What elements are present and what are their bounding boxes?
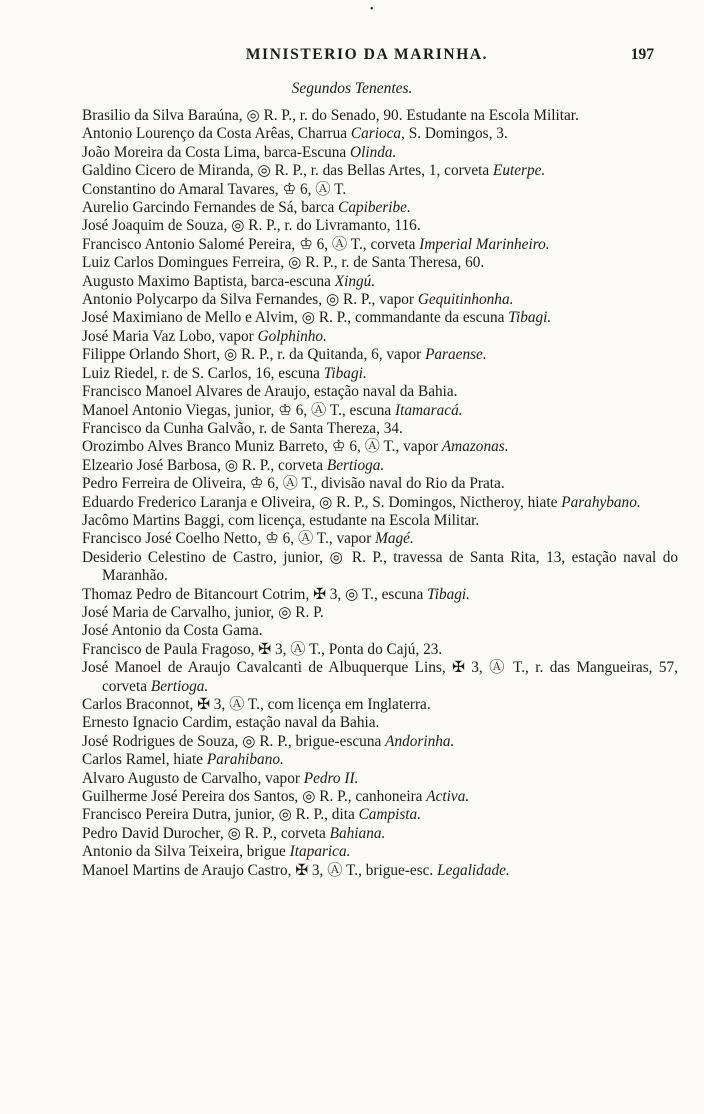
entry-text: José Antonio da Costa Gama. [82,622,263,640]
header-title: MINISTERIO DA MARINHA. [245,46,489,63]
vessel-name: Olinda. [350,143,397,161]
list-item [82,862,678,880]
list-item [82,494,678,512]
list-item [82,328,678,346]
entry-text: Francisco Pereira Dutra, junior, ◎ R. P., dita [82,806,359,824]
entry-text: Francisco da Cunha Galvão, r. de Santa Thereza, 34. [82,419,403,437]
entry-text: Constantino do Amaral Tavares, ♔ 6, Ⓐ T. [82,180,347,198]
vessel-name: Carioca [350,125,402,143]
vessel-name: Tibagi. [323,364,367,382]
entry-text: Guilherme José Pereira dos Santos, ◎ R. P., canhoneira [82,788,427,806]
list-item [82,162,678,180]
list-item [82,144,678,162]
entry-text: Carlos Braconnot, ✠ 3, Ⓐ T., com licença em Inglaterra. [82,696,431,713]
list-item [82,549,678,586]
list-item [82,751,678,769]
entry-text: José Joaquim de Souza, ◎ R. P., r. do Livramanto, 116. [82,217,421,235]
list-item [82,586,678,604]
vessel-name: Activa. [426,788,470,806]
entry-text: José Maximiano de Mello e Alvim, ◎ R. P., commandante da escuna [82,309,509,327]
list-item [82,770,678,788]
vessel-name: Bahiana. [329,824,386,842]
list-item [82,438,678,456]
entry-text: Jacômo Martins Baggi, com licença, estudante na Escola Militar. [82,511,480,529]
vessel-name: Magé. [375,530,414,548]
entry-text: Francisco José Coelho Netto, ♔ 6, Ⓐ T., vapor [82,530,376,548]
list-item [82,107,678,125]
list-item [82,125,678,143]
list-item [82,806,678,824]
vessel-name: Pedro II. [303,769,359,787]
vessel-name: Amazonas. [441,438,509,456]
vessel-name: Legalidade. [437,861,510,879]
list-item [82,254,678,272]
list-item [82,843,678,861]
vessel-name: Gequitinhonha. [417,291,514,309]
entry-text: Antonio da Silva Teixeira, brigue [82,843,290,861]
list-item [82,273,678,291]
entry-text: Francisco Antonio Salomé Pereira, ♔ 6, Ⓐ T., corveta [82,235,420,253]
entry-text: Manoel Martins de Araujo Castro, ✠ 3, Ⓐ T., brigue-esc. [82,861,438,879]
vessel-name: Parahybano. [561,493,641,511]
list-item [82,825,678,843]
list-item [82,714,678,732]
list-item [82,217,678,235]
entry-text: José Maria de Carvalho, junior, ◎ R. P. [82,603,324,621]
entry-text: Brasilio da Silva Baraúna, ◎ R. P., r. do Senado, 90. Estudante na Escola Militar. [82,107,579,124]
entry-text: Antonio Polycarpo da Silva Fernandes, ◎ R. P., vapor [82,291,418,309]
entry-text: José Maria Vaz Lobo, vapor [82,327,258,345]
entry-text: Carlos Ramel, hiate [82,751,207,769]
vessel-name: Paraense. [425,346,487,364]
entry-text: Ernesto Ignacio Cardim, estação naval da Bahia. [82,714,380,732]
vessel-name: Capiberibe. [338,199,411,217]
entry-text: José Manoel de Araujo Cavalcanti de Albuquerque Lins, ✠ 3, Ⓐ T., r. das Mangueiras, 57, corveta [82,659,678,695]
entry-text: Manoel Antonio Viegas, junior, ♔ 6, Ⓐ T., escuna [82,401,395,419]
list-item [82,604,678,622]
list-item [82,696,678,714]
list-item [82,659,678,696]
list-item [82,346,678,364]
list-item [82,530,678,548]
list-item [82,420,678,438]
list-item [82,475,678,493]
list-item [82,733,678,751]
entry-text: Francisco de Paula Fragoso, ✠ 3, Ⓐ T., Ponta do Cajú, 23. [82,640,443,658]
entry-text: Galdino Cicero de Miranda, ◎ R. P., r. das Bellas Artes, 1, corveta [82,162,493,180]
page-number: 197 [630,46,654,63]
vessel-name: Bertioga. [150,677,209,695]
list-item [82,788,678,806]
vessel-name: Golphinho. [257,327,327,345]
entry-text: Luiz Carlos Domingues Ferreira, ◎ R. P., r. de Santa Theresa, 60. [82,254,485,272]
entry-text: Thomaz Pedro de Bitancourt Cotrim, ✠ 3, ◎ T., escuna [82,585,428,603]
entry-text: Francisco Manoel Alvares de Araujo, estação naval da Bahia. [82,383,458,401]
entry-text: Antonio Lourenço da Costa Arêas, Charrua [82,125,351,143]
list-item [82,512,678,530]
officer-list [82,107,678,880]
stray-ink-mark: • [370,4,374,15]
vessel-name: Euterpe. [492,162,546,180]
entry-text: José Rodrigues de Souza, ◎ R. P., brigue-escuna [82,732,386,750]
entry-text: Desiderio Celestino de Castro, junior, ◎ R. P., travessa de Santa Rita, 13, estação naval do Maranhão. [82,548,678,585]
section-title: Segundos Tenentes. [291,80,413,97]
vessel-name: Itaparica. [289,843,351,861]
entry-text-after: , S. Domingos, 3. [401,125,508,143]
list-item [82,199,678,217]
vessel-name: Tibagi. [427,585,470,603]
entry-text: Filippe Orlando Short, ◎ R. P., r. da Quitanda, 6, vapor [82,346,426,364]
entry-text: Augusto Maximo Baptista, barca-escuna [82,272,335,290]
entry-text: Pedro David Durocher, ◎ R. P., corveta [82,824,330,842]
list-item [82,236,678,254]
list-item [82,365,678,383]
entry-text: João Moreira da Costa Lima, barca-Escuna [82,143,351,161]
vessel-name: Campista. [358,806,422,824]
entry-text: Alvaro Augusto de Carvalho, vapor [82,769,304,787]
list-item [82,641,678,659]
list-item [82,402,678,420]
vessel-name: Bertioga. [326,456,385,474]
vessel-name: Andorinha. [385,732,455,750]
vessel-name: Imperial Marinheiro. [419,235,550,253]
vessel-name: Parahibano. [206,751,284,769]
entry-text: Aurelio Garcindo Fernandes de Sá, barca [82,199,339,217]
vessel-name: Itamaracá. [394,401,463,419]
list-item [82,457,678,475]
list-item [82,291,678,309]
entry-text: Pedro Ferreira de Oliveira, ♔ 6, Ⓐ T., divisão naval do Rio da Prata. [82,475,505,493]
vessel-name: Tibagi. [508,309,552,327]
entry-text: Eduardo Frederico Laranja e Oliveira, ◎ R. P., S. Domingos, Nictheroy, hiate [82,493,562,511]
entry-text: Elzeario José Barbosa, ◎ R. P., corveta [82,456,327,474]
list-item [82,181,678,199]
list-item [82,309,678,327]
running-header [80,46,654,70]
entry-text: Luiz Riedel, r. de S. Carlos, 16, escuna [82,364,324,382]
entry-text: Orozimbo Alves Branco Muniz Barreto, ♔ 6, Ⓐ T., vapor [82,438,442,456]
list-item [82,622,678,640]
list-item [82,383,678,401]
vessel-name: Xingú. [334,272,376,290]
